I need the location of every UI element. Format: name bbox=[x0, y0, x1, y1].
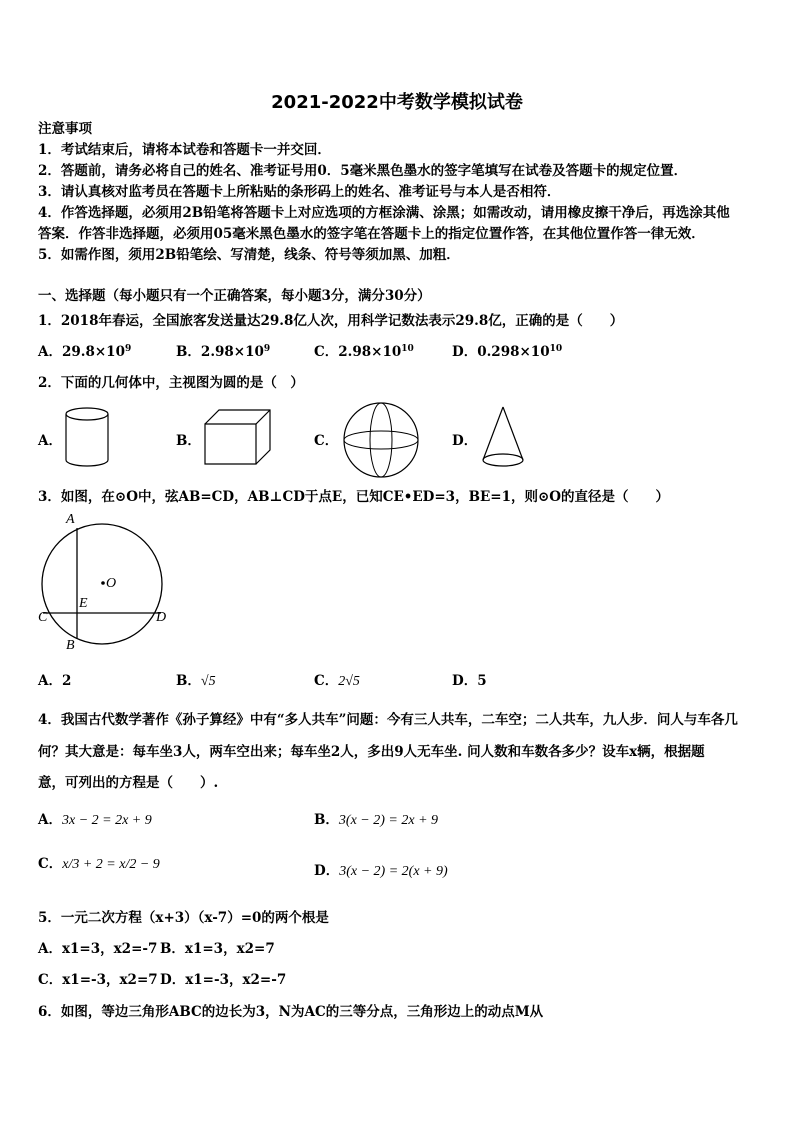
notice-item: 3．请认真核对监考员在答题卡上所粘贴的条形码上的姓名、准考证号与本人是否相符． bbox=[38, 184, 561, 200]
notice-item: 4．作答选择题，必须用2B铅笔将答题卡上对应选项的方框涂满、涂黑；如需改动，请用橡皮擦干净后，再选涂其他 bbox=[38, 205, 730, 221]
q1-option-b: B．$2.98\times 10^9$ bbox=[176, 344, 271, 360]
point-label-e: E bbox=[79, 596, 88, 611]
q1-option-c: C．$2.98\times 10^{10}$ bbox=[314, 344, 414, 360]
point-label-a: A bbox=[66, 512, 75, 527]
q1-option-d: D．$0.298\times 10^{10}$ bbox=[452, 344, 563, 360]
q3-option-c: C．2√5 bbox=[314, 673, 360, 689]
point-label-c: C bbox=[38, 610, 48, 625]
q2-option-c-letter: C． bbox=[314, 433, 339, 449]
q5-option-c: C．x1=-3，x2=7 bbox=[38, 972, 158, 988]
question-4-line: 4．我国古代数学著作《孙子算经》中有“多人共车”问题：今有三人共车，二车空；二人共车，九人步．问人与车各几 bbox=[38, 712, 738, 728]
question-6-stem: 6．如图，等边三角形ABC的边长为3，N为AC的三等分点，三角形边上的动点M从 bbox=[38, 1004, 544, 1020]
section-heading: 一、选择题（每小题只有一个正确答案，每小题3分，满分30分） bbox=[38, 288, 431, 304]
q4-option-d: D．3(x − 2) = 2(x + 9) bbox=[314, 863, 448, 879]
point-label-b: B bbox=[66, 638, 75, 653]
question-1-stem: 1．2018年春运，全国旅客发送量达29.8亿人次，用科学记数法表示29.8亿，正确的是（ ） bbox=[38, 313, 624, 329]
point-label-d: D bbox=[156, 610, 167, 625]
question-4-line: 何？其大意是：每车坐3人，两车空出来；每车坐2人，多出9人无车坐. 问人数和车数各多少？设车x辆，根据题 bbox=[38, 744, 705, 760]
q2-option-d-letter: D． bbox=[452, 433, 478, 449]
point-label-o: O bbox=[106, 576, 117, 591]
sphere-figure bbox=[340, 400, 422, 480]
q3-option-a: A．2 bbox=[38, 673, 72, 689]
cube-figure bbox=[200, 406, 275, 468]
q3-option-d: D．5 bbox=[452, 673, 487, 689]
page-title: 2021-2022中考数学模拟试卷 bbox=[271, 92, 523, 113]
q5-option-a: A．x1=3，x2=-7 bbox=[38, 941, 158, 957]
q2-option-a-letter: A． bbox=[38, 433, 62, 449]
notice-item: 答案．作答非选择题，必须用05毫米黑色墨水的签字笔在答题卡上的指定位置作答，在其他位置作答一律无效． bbox=[38, 226, 705, 242]
notice-heading: 注意事项 bbox=[38, 121, 92, 137]
question-5-stem: 5．一元二次方程（x+3）（x-7）=0的两个根是 bbox=[38, 910, 329, 926]
q5-option-b: B．x1=3，x2=7 bbox=[160, 941, 275, 957]
q2-option-b-letter: B． bbox=[176, 433, 201, 449]
q4-option-c: C．x/3 + 2 = x/2 − 9 bbox=[38, 856, 160, 872]
q4-option-b: B．3(x − 2) = 2x + 9 bbox=[314, 812, 439, 828]
q5-option-d: D．x1=-3，x2=-7 bbox=[160, 972, 287, 988]
circle-chord-figure bbox=[34, 512, 174, 657]
question-4-line: 意，可列出的方程是（ ）. bbox=[38, 775, 219, 791]
notice-item: 2．答题前，请务必将自己的姓名、准考证号用0．5毫米黑色墨水的签字笔填写在试卷及答题卡的规定位置． bbox=[38, 163, 688, 179]
cone-figure bbox=[478, 404, 528, 472]
q1-option-a: A．$29.8\times 10^9$ bbox=[38, 344, 132, 360]
notice-item: 5．如需作图，须用2B铅笔绘、写清楚，线条、符号等须加黑、加粗． bbox=[38, 247, 460, 263]
q3-option-b: B．√5 bbox=[176, 673, 216, 689]
cylinder-figure bbox=[62, 404, 112, 474]
notice-item: 1．考试结束后，请将本试卷和答题卡一并交回． bbox=[38, 142, 331, 158]
question-3-stem: 3．如图，在⊙O中，弦AB=CD，AB⊥CD于点E，已知CE•ED=3，BE=1，则⊙O的直径是（ ） bbox=[38, 489, 670, 505]
question-2-stem: 2．下面的几何体中，主视图为圆的是（ ） bbox=[38, 375, 304, 391]
q4-option-a: A．3x − 2 = 2x + 9 bbox=[38, 812, 152, 828]
